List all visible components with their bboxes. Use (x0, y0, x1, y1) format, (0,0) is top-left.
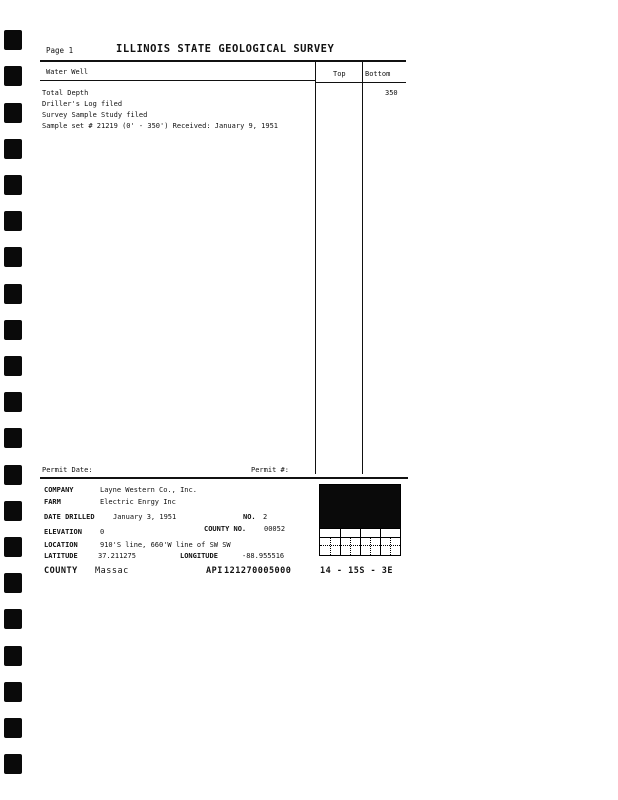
punch-hole (4, 30, 22, 50)
latitude-value: 37.211275 (98, 552, 136, 560)
company-value: Layne Western Co., Inc. (100, 486, 197, 494)
punch-hole (4, 175, 22, 195)
top-column-left-rule (315, 62, 316, 474)
punch-hole (4, 320, 22, 340)
county-number-label: COUNTY NO. (204, 525, 247, 533)
punch-hole (4, 66, 22, 86)
header-top-rule (40, 60, 406, 62)
well-number-label: NO. (243, 513, 256, 521)
punch-hole (4, 718, 22, 738)
record-top-rule (40, 477, 408, 479)
punch-hole (4, 139, 22, 159)
table-row: Driller's Log filed (42, 100, 123, 108)
punch-hole (4, 428, 22, 448)
township-range: 14 - 15S - 3E (320, 566, 394, 576)
permit-date-label: Permit Date: (42, 466, 93, 474)
elevation-value: 0 (100, 528, 105, 536)
punch-hole (4, 284, 22, 304)
header-bottom-rule-right (316, 82, 406, 83)
bottom-column-left-rule (362, 62, 363, 474)
column-header-bottom: Bottom (365, 70, 391, 78)
plat-grid (320, 528, 400, 555)
header-bottom-rule (40, 80, 316, 81)
location-value: 910'S line, 660'W line of SW SW (100, 541, 231, 549)
punch-hole (4, 247, 22, 267)
longitude-label: LONGITUDE (180, 552, 218, 560)
date-drilled-label: DATE DRILLED (44, 513, 95, 521)
table-row: Survey Sample Study filed (42, 111, 148, 119)
punch-hole (4, 356, 22, 376)
punch-hole (4, 754, 22, 774)
farm-value: Electric Enrgy Inc (100, 498, 176, 506)
punch-hole (4, 646, 22, 666)
county-number-value: 00052 (264, 525, 286, 533)
table-row: Total Depth (42, 89, 89, 97)
punch-hole (4, 103, 22, 123)
latitude-label: LATITUDE (44, 552, 78, 560)
punch-hole (4, 211, 22, 231)
punch-hole (4, 465, 22, 485)
punch-hole (4, 609, 22, 629)
longitude-value: -88.955516 (242, 552, 285, 560)
company-label: COMPANY (44, 486, 74, 494)
punch-hole (4, 392, 22, 412)
page-label: Page 1 (46, 46, 74, 55)
elevation-label: ELEVATION (44, 528, 82, 536)
farm-label: FARM (44, 498, 61, 506)
county-label: COUNTY (44, 566, 78, 576)
api-label: API (206, 566, 223, 576)
section-plat-map (319, 484, 401, 556)
survey-title: ILLINOIS STATE GEOLOGICAL SURVEY (116, 43, 335, 55)
table-row: Sample set # 21219 (0' - 350') Received: January 9, 1951 (42, 122, 279, 130)
column-header-main: Water Well (46, 68, 89, 76)
date-drilled-value: January 3, 1951 (113, 513, 177, 521)
api-number: 121270005000 (224, 566, 292, 576)
punch-hole (4, 537, 22, 557)
permit-number-label: Permit #: (251, 466, 289, 474)
county-value: Massac (95, 566, 129, 576)
well-number-value: 2 (263, 513, 268, 521)
punch-hole (4, 501, 22, 521)
table-row-bottom-value: 350 (385, 89, 398, 97)
punch-hole (4, 573, 22, 593)
column-header-top: Top (333, 70, 346, 78)
location-label: LOCATION (44, 541, 78, 549)
punch-hole (4, 682, 22, 702)
